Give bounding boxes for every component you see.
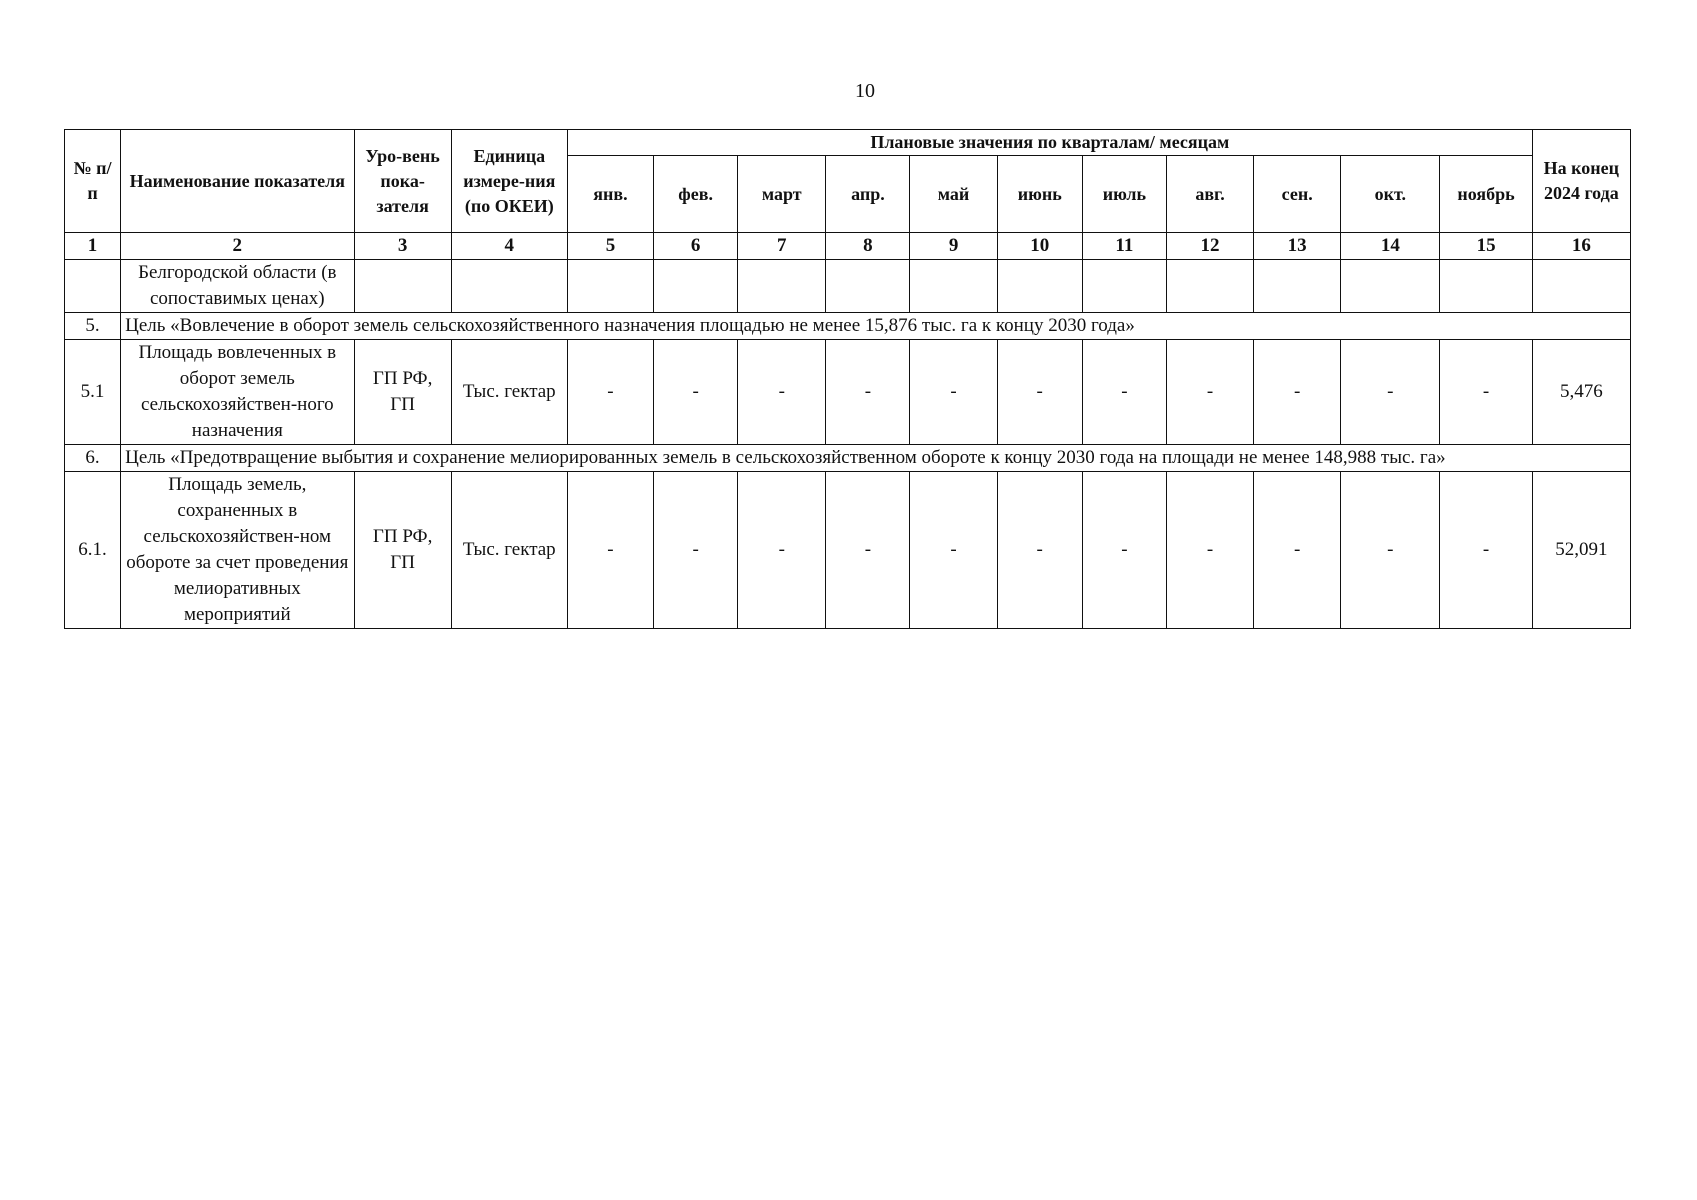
- month-value: -: [1341, 340, 1440, 445]
- column-number: 10: [997, 233, 1082, 260]
- indicator-name: Белгородской области (в сопоставимых ценах): [121, 260, 354, 313]
- end-value-cell: [1532, 260, 1630, 313]
- indicator-name: Площадь земель, сохраненных в сельскохозяйствен-ном обороте за счет проведения мелиоративных мероприятий: [121, 472, 354, 629]
- month-value: -: [1166, 340, 1253, 445]
- header-month: окт.: [1341, 156, 1440, 233]
- month-cell: [910, 260, 997, 313]
- header-month: ноябрь: [1440, 156, 1532, 233]
- column-number: 6: [654, 233, 738, 260]
- column-number: 13: [1254, 233, 1341, 260]
- header-month: апр.: [826, 156, 910, 233]
- month-cell: [654, 260, 738, 313]
- column-number: 9: [910, 233, 997, 260]
- continuation-row: [65, 260, 1631, 313]
- plan-table: [64, 129, 1631, 629]
- unit-cell: [451, 260, 567, 313]
- header-row: [65, 130, 1631, 156]
- end-value: 5,476: [1532, 340, 1630, 445]
- month-value: -: [654, 340, 738, 445]
- indicator-level: ГП РФ, ГП: [354, 340, 451, 445]
- column-number: 16: [1532, 233, 1630, 260]
- page-number: 10: [855, 80, 875, 102]
- month-value: -: [654, 472, 738, 629]
- indicator-level: ГП РФ, ГП: [354, 472, 451, 629]
- column-number: 11: [1082, 233, 1166, 260]
- header-month: авг.: [1166, 156, 1253, 233]
- month-value: -: [738, 340, 826, 445]
- month-cell: [567, 260, 653, 313]
- month-cell: [997, 260, 1082, 313]
- month-cell: [738, 260, 826, 313]
- column-number: 14: [1341, 233, 1440, 260]
- month-value: -: [826, 472, 910, 629]
- header-unit: Единица измере-ния (по ОКЕИ): [451, 130, 567, 233]
- month-value: -: [1254, 340, 1341, 445]
- month-value: -: [1166, 472, 1253, 629]
- month-value: -: [738, 472, 826, 629]
- column-number: 12: [1166, 233, 1253, 260]
- indicator-row-5-1: [65, 340, 1631, 445]
- header-month: фев.: [654, 156, 738, 233]
- header-plan-group: Плановые значения по кварталам/ месяцам: [567, 130, 1532, 156]
- month-value: -: [567, 340, 653, 445]
- column-number: 3: [354, 233, 451, 260]
- indicator-name: Площадь вовлеченных в оборот земель сельскохозяйствен-ного назначения: [121, 340, 354, 445]
- month-value: -: [910, 472, 997, 629]
- column-number: 2: [121, 233, 354, 260]
- header-num: № п/п: [65, 130, 121, 233]
- indicator-unit: Тыс. гектар: [451, 340, 567, 445]
- level-cell: [354, 260, 451, 313]
- month-cell: [1341, 260, 1440, 313]
- column-number: 5: [567, 233, 653, 260]
- header-end: На конец 2024 года: [1532, 130, 1630, 233]
- month-value: -: [997, 340, 1082, 445]
- header-name: Наименование показателя: [121, 130, 354, 233]
- month-value: -: [1440, 340, 1532, 445]
- header-month: июль: [1082, 156, 1166, 233]
- goal-row-6: [65, 445, 1631, 472]
- header-month: май: [910, 156, 997, 233]
- month-value: -: [1082, 472, 1166, 629]
- header-level: Уро-вень пока-зателя: [354, 130, 451, 233]
- month-cell: [1440, 260, 1532, 313]
- goal-row-5: [65, 313, 1631, 340]
- month-cell: [1166, 260, 1253, 313]
- goal-text: Цель «Предотвращение выбытия и сохранение мелиорированных земель в сельскохозяйственном обороте к концу 2030 года на площади не менее 148,988 тыс. га»: [121, 445, 1631, 472]
- column-number: 7: [738, 233, 826, 260]
- month-value: -: [567, 472, 653, 629]
- end-value: 52,091: [1532, 472, 1630, 629]
- month-value: -: [997, 472, 1082, 629]
- month-cell: [826, 260, 910, 313]
- indicator-unit: Тыс. гектар: [451, 472, 567, 629]
- month-value: -: [1341, 472, 1440, 629]
- header-month: июнь: [997, 156, 1082, 233]
- column-number: 15: [1440, 233, 1532, 260]
- month-value: -: [1082, 340, 1166, 445]
- column-number: 8: [826, 233, 910, 260]
- row-num-cell: [65, 260, 121, 313]
- goal-num: 5.: [65, 313, 121, 340]
- column-number: 4: [451, 233, 567, 260]
- month-value: -: [1254, 472, 1341, 629]
- header-month: март: [738, 156, 826, 233]
- goal-text: Цель «Вовлечение в оборот земель сельскохозяйственного назначения площадью не менее 15,876 тыс. га к концу 2030 года»: [121, 313, 1631, 340]
- month-value: -: [910, 340, 997, 445]
- month-cell: [1254, 260, 1341, 313]
- row-num: 6.1.: [65, 472, 121, 629]
- indicator-row-6-1: [65, 472, 1631, 629]
- column-number-row: [65, 233, 1631, 260]
- goal-num: 6.: [65, 445, 121, 472]
- month-value: -: [1440, 472, 1532, 629]
- header-month: янв.: [567, 156, 653, 233]
- header-month: сен.: [1254, 156, 1341, 233]
- row-num: 5.1: [65, 340, 121, 445]
- column-number: 1: [65, 233, 121, 260]
- month-cell: [1082, 260, 1166, 313]
- month-value: -: [826, 340, 910, 445]
